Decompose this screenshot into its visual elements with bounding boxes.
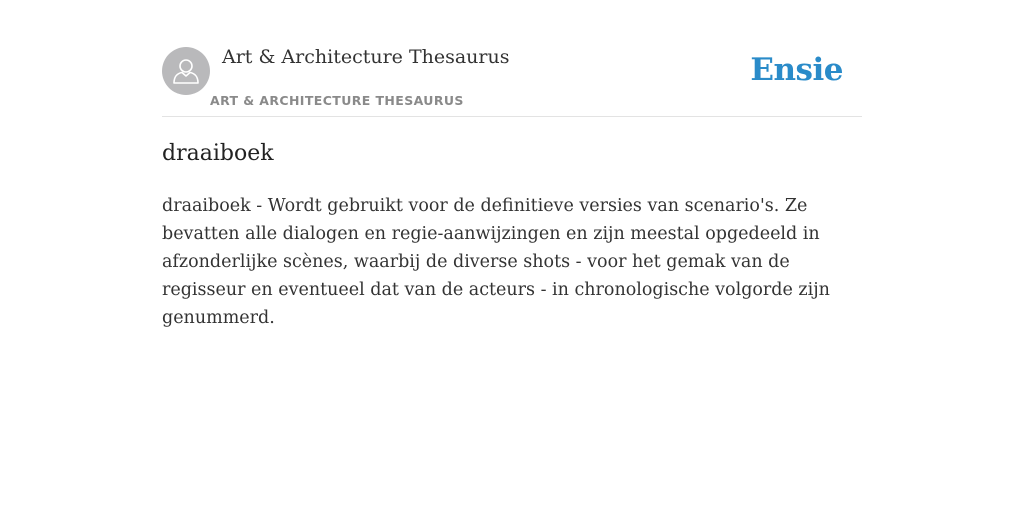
page-header (162, 47, 862, 117)
definition-text: draaiboek - Wordt gebruikt voor de definitieve versies van scenario's. Ze bevatten alle dialogen en regie-aanwijzingen en zijn meestal opgedeeld in afzonderlijke scènes, waarbij de diverse shots - voor het gemak van de regisseur en eventueel dat van de acteurs - in chronologische volgorde zijn genummerd. (162, 196, 830, 328)
ensie-logo[interactable]: Ensie (750, 52, 843, 88)
term-title: draaiboek (162, 141, 274, 166)
user-icon (162, 47, 210, 95)
avatar[interactable] (162, 47, 210, 95)
source-subtitle: ART & ARCHITECTURE THESAURUS (210, 93, 464, 108)
source-title-link[interactable]: Art & Architecture Thesaurus (222, 46, 510, 68)
